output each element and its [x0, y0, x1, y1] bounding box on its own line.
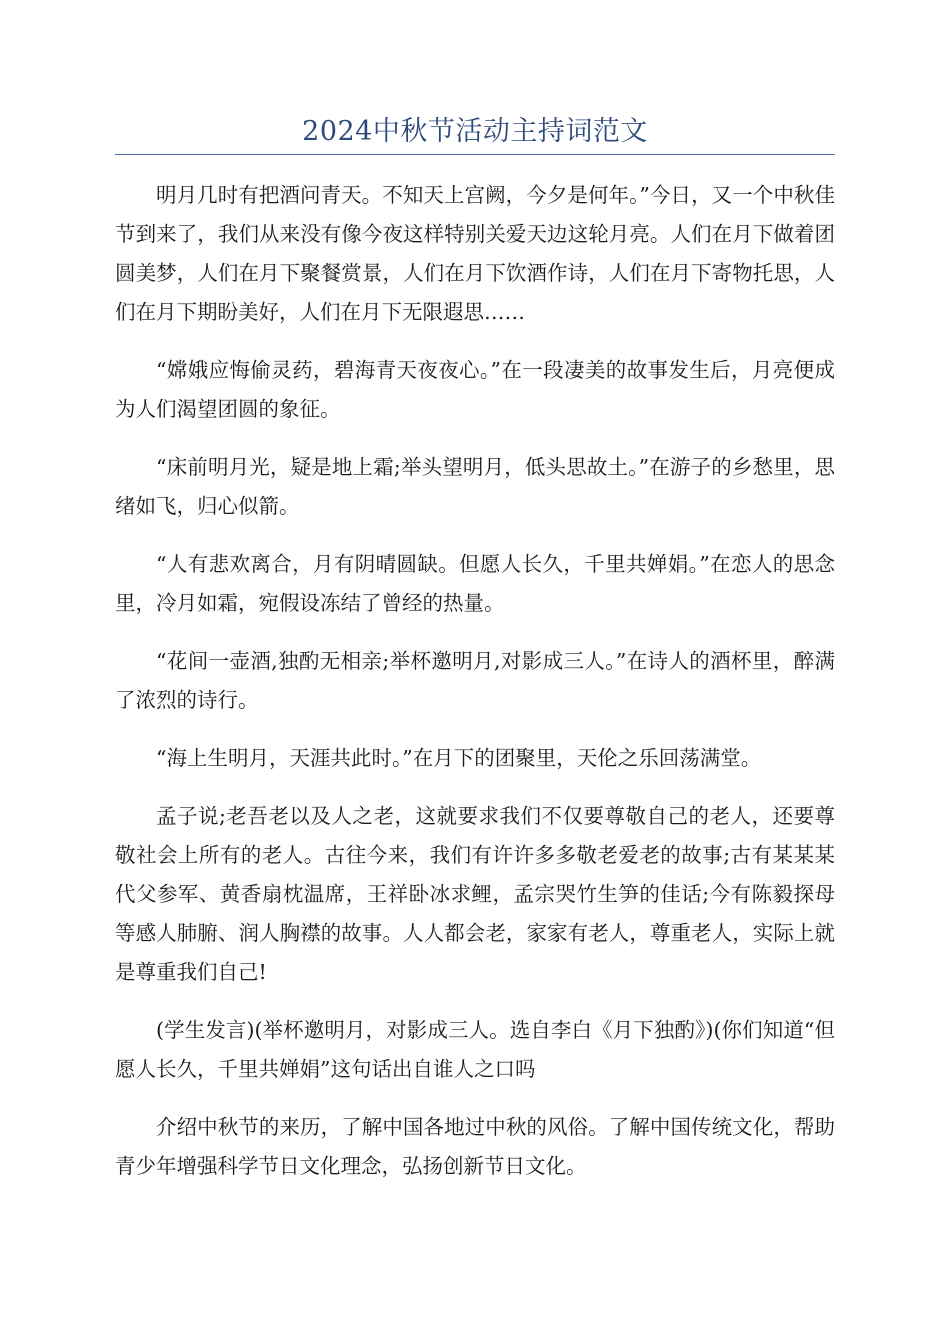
- paragraph: “海上生明月，天涯共此时。”在月下的团聚里，天伦之乐回荡满堂。: [156, 746, 762, 770]
- paragraph: “人有悲欢离合，月有阴晴圆缺。但愿人长久，千里共婵娟。”在恋人的思念里，冷月如霜，宛假设冻结了曾经的热量。: [115, 552, 835, 615]
- document-body: [115, 176, 835, 1205]
- paragraph: “花间一壶酒,独酌无相亲;举杯邀明月,对影成三人。”在诗人的酒杯里，醉满了浓烈的诗行。: [115, 649, 835, 712]
- paragraph: “嫦娥应悔偷灵药，碧海青天夜夜心。”在一段凄美的故事发生后，月亮便成为人们渴望团圆的象征。: [115, 358, 835, 421]
- paragraph: (学生发言)(举杯邀明月，对影成三人。选自李白《月下独酌》)(你们知道“但愿人长久，千里共婵娟”这句话出自谁人之口吗: [115, 1018, 835, 1081]
- paragraph: 明月几时有把酒问青天。不知天上宫阙，今夕是何年。”今日，又一个中秋佳节到来了，我们从来没有像今夜这样特别关爱天边这轮月亮。人们在月下做着团圆美梦，人们在月下聚餐赏景，人们在月下饮酒作诗，人们在月下寄物托思，人们在月下期盼美好，人们在月下无限遐思……: [115, 183, 835, 324]
- title-underline: [115, 154, 835, 155]
- paragraph: 孟子说;老吾老以及人之老，这就要求我们不仅要尊敬自己的老人，还要尊敬社会上所有的老人。古往今来，我们有许许多多敬老爱老的故事;古有某某某代父参军、黄香扇枕温席，王祥卧冰求鲤，孟宗哭竹生笋的佳话;今有陈毅探母等感人肺腑、润人胸襟的故事。人人都会老，家家有老人，尊重老人，实际上就是尊重我们自己!: [115, 804, 835, 984]
- document-title: 2024中秋节活动主持词范文: [302, 116, 648, 147]
- paragraph: 介绍中秋节的来历，了解中国各地过中秋的风俗。了解中国传统文化，帮助青少年增强科学节日文化理念，弘扬创新节日文化。: [115, 1115, 835, 1178]
- paragraph: “床前明月光，疑是地上霜;举头望明月，低头思故土。”在游子的乡愁里，思绪如飞，归心似箭。: [115, 455, 835, 518]
